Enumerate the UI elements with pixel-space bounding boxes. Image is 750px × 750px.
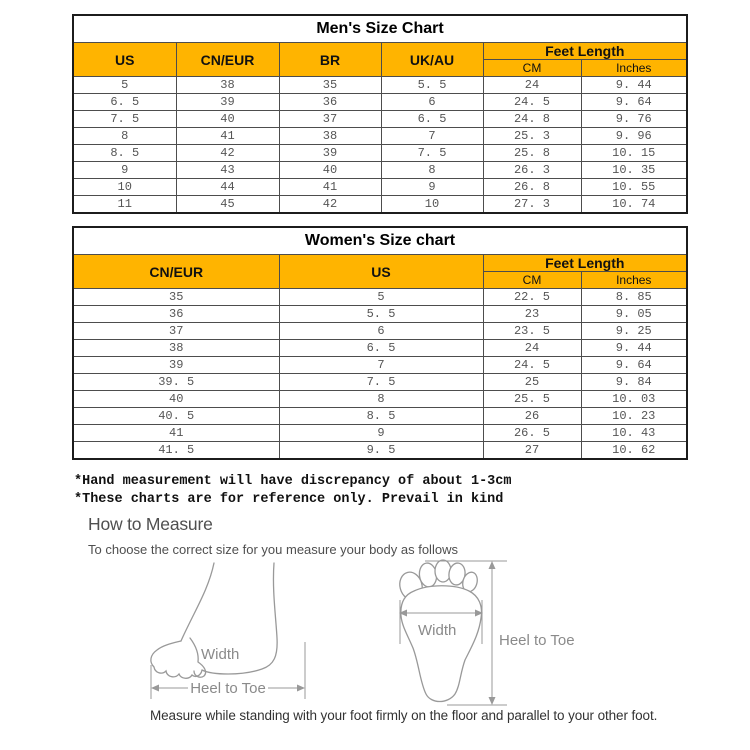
table-cell: 10 <box>73 179 176 196</box>
arrowhead-left <box>151 685 159 692</box>
arrowhead-bottom <box>489 697 496 705</box>
table-cell: 9. 64 <box>581 94 687 111</box>
table-cell: 41 <box>73 425 279 442</box>
table-cell: 38 <box>176 77 279 94</box>
womens-size-chart-section <box>72 226 686 460</box>
mens-col-us: US <box>73 43 176 77</box>
table-cell: 8. 5 <box>73 145 176 162</box>
mens-table-body <box>73 77 687 214</box>
table-cell: 24. 5 <box>483 357 581 374</box>
table-row <box>73 340 687 357</box>
table-cell: 45 <box>176 196 279 214</box>
table-cell: 9. 44 <box>581 77 687 94</box>
table-row <box>73 306 687 323</box>
table-cell: 9. 05 <box>581 306 687 323</box>
table-cell: 37 <box>279 111 381 128</box>
table-cell: 40 <box>176 111 279 128</box>
table-cell: 10. 03 <box>581 391 687 408</box>
mens-col-cn-eur: CN/EUR <box>176 43 279 77</box>
table-cell: 7 <box>381 128 483 145</box>
table-cell: 6 <box>279 323 483 340</box>
table-cell: 40 <box>73 391 279 408</box>
table-cell: 42 <box>176 145 279 162</box>
womens-col-us: US <box>279 255 483 289</box>
width-label-top: Width <box>418 622 457 639</box>
womens-table-body <box>73 289 687 460</box>
table-cell: 9. 64 <box>581 357 687 374</box>
mens-header-row <box>73 43 687 60</box>
table-cell: 9 <box>279 425 483 442</box>
table-row <box>73 128 687 145</box>
table-cell: 6. 5 <box>381 111 483 128</box>
table-cell: 35 <box>279 77 381 94</box>
table-cell: 23. 5 <box>483 323 581 340</box>
table-cell: 40 <box>279 162 381 179</box>
table-cell: 9. 84 <box>581 374 687 391</box>
table-cell: 10. 62 <box>581 442 687 460</box>
sole-outline <box>401 586 482 702</box>
table-cell: 8. 85 <box>581 289 687 306</box>
table-row <box>73 408 687 425</box>
table-cell: 26. 5 <box>483 425 581 442</box>
foot-outline-front <box>181 563 214 641</box>
table-cell: 36 <box>73 306 279 323</box>
table-row <box>73 323 687 340</box>
table-cell: 7 <box>279 357 483 374</box>
womens-size-table <box>72 226 688 460</box>
table-cell: 42 <box>279 196 381 214</box>
table-cell: 39 <box>279 145 381 162</box>
table-cell: 8 <box>73 128 176 145</box>
table-cell: 24. 8 <box>483 111 581 128</box>
table-cell: 25. 3 <box>483 128 581 145</box>
table-cell: 25. 5 <box>483 391 581 408</box>
table-cell: 25. 8 <box>483 145 581 162</box>
table-cell: 10. 15 <box>581 145 687 162</box>
table-cell: 37 <box>73 323 279 340</box>
womens-header-row <box>73 255 687 272</box>
mens-title-row <box>73 15 687 43</box>
table-row <box>73 77 687 94</box>
table-cell: 7. 5 <box>279 374 483 391</box>
note-reference-only: *These charts are for reference only. Prevail in kind <box>74 492 504 507</box>
table-row <box>73 289 687 306</box>
table-cell: 11 <box>73 196 176 214</box>
table-cell: 35 <box>73 289 279 306</box>
table-cell: 24 <box>483 77 581 94</box>
table-row <box>73 162 687 179</box>
table-cell: 26 <box>483 408 581 425</box>
womens-col-cm: CM <box>483 272 581 289</box>
table-row <box>73 374 687 391</box>
table-cell: 40. 5 <box>73 408 279 425</box>
mens-size-table <box>72 14 688 214</box>
mens-size-chart-section <box>72 14 686 214</box>
arrowhead-top <box>489 561 496 569</box>
womens-col-inches: Inches <box>581 272 687 289</box>
table-cell: 44 <box>176 179 279 196</box>
table-cell: 6. 5 <box>73 94 176 111</box>
table-cell: 6. 5 <box>279 340 483 357</box>
foot-top-view-diagram <box>395 558 575 708</box>
table-row <box>73 179 687 196</box>
table-cell: 43 <box>176 162 279 179</box>
mens-table-title: Men's Size Chart <box>73 15 687 43</box>
table-cell: 6 <box>381 94 483 111</box>
table-cell: 9. 5 <box>279 442 483 460</box>
womens-col-cn-eur: CN/EUR <box>73 255 279 289</box>
table-cell: 25 <box>483 374 581 391</box>
table-cell: 10 <box>381 196 483 214</box>
measure-instruction-caption: Measure while standing with your foot firmly on the floor and parallel to your other foot. <box>150 708 658 723</box>
table-cell: 27 <box>483 442 581 460</box>
heel-to-toe-label-top: Heel to Toe <box>499 632 575 649</box>
table-cell: 5 <box>279 289 483 306</box>
table-cell: 27. 3 <box>483 196 581 214</box>
table-row <box>73 425 687 442</box>
table-cell: 5. 5 <box>381 77 483 94</box>
table-cell: 24. 5 <box>483 94 581 111</box>
table-cell: 10. 74 <box>581 196 687 214</box>
table-cell: 24 <box>483 340 581 357</box>
mens-col-inches: Inches <box>581 60 687 77</box>
table-row <box>73 442 687 460</box>
table-row <box>73 196 687 214</box>
table-cell: 41 <box>176 128 279 145</box>
mens-col-br: BR <box>279 43 381 77</box>
table-cell: 9 <box>73 162 176 179</box>
table-cell: 39 <box>73 357 279 374</box>
table-cell: 10. 23 <box>581 408 687 425</box>
table-cell: 5. 5 <box>279 306 483 323</box>
table-cell: 39. 5 <box>73 374 279 391</box>
mens-col-feet-length: Feet Length <box>483 43 687 60</box>
table-cell: 9. 96 <box>581 128 687 145</box>
table-cell: 39 <box>176 94 279 111</box>
table-row <box>73 94 687 111</box>
how-to-measure-title: How to Measure <box>88 514 213 534</box>
toe-3 <box>435 560 451 582</box>
womens-title-row <box>73 227 687 255</box>
table-cell: 10. 35 <box>581 162 687 179</box>
mens-col-cm: CM <box>483 60 581 77</box>
table-cell: 8 <box>279 391 483 408</box>
table-cell: 22. 5 <box>483 289 581 306</box>
table-row <box>73 145 687 162</box>
table-cell: 36 <box>279 94 381 111</box>
width-label-side: Width <box>201 646 240 663</box>
table-cell: 9. 25 <box>581 323 687 340</box>
table-cell: 9 <box>381 179 483 196</box>
table-cell: 5 <box>73 77 176 94</box>
table-cell: 41. 5 <box>73 442 279 460</box>
table-cell: 7. 5 <box>381 145 483 162</box>
table-row <box>73 391 687 408</box>
womens-col-feet-length: Feet Length <box>483 255 687 272</box>
foot-side-view-diagram <box>146 562 316 702</box>
note-hand-measurement: *Hand measurement will have discrepancy of about 1-3cm <box>74 474 512 489</box>
table-cell: 10. 43 <box>581 425 687 442</box>
table-cell: 9. 44 <box>581 340 687 357</box>
mens-col-uk-au: UK/AU <box>381 43 483 77</box>
table-cell: 38 <box>73 340 279 357</box>
table-cell: 41 <box>279 179 381 196</box>
table-cell: 26. 3 <box>483 162 581 179</box>
how-to-measure-subtitle: To choose the correct size for you measure your body as follows <box>88 542 458 557</box>
womens-table-title: Women's Size chart <box>73 227 687 255</box>
table-cell: 26. 8 <box>483 179 581 196</box>
table-cell: 38 <box>279 128 381 145</box>
heel-to-toe-label-side: Heel to Toe <box>190 680 266 697</box>
table-cell: 9. 76 <box>581 111 687 128</box>
arrowhead-right <box>297 685 305 692</box>
table-cell: 8 <box>381 162 483 179</box>
table-row <box>73 111 687 128</box>
table-cell: 23 <box>483 306 581 323</box>
table-row <box>73 357 687 374</box>
table-cell: 8. 5 <box>279 408 483 425</box>
table-cell: 7. 5 <box>73 111 176 128</box>
table-cell: 10. 55 <box>581 179 687 196</box>
